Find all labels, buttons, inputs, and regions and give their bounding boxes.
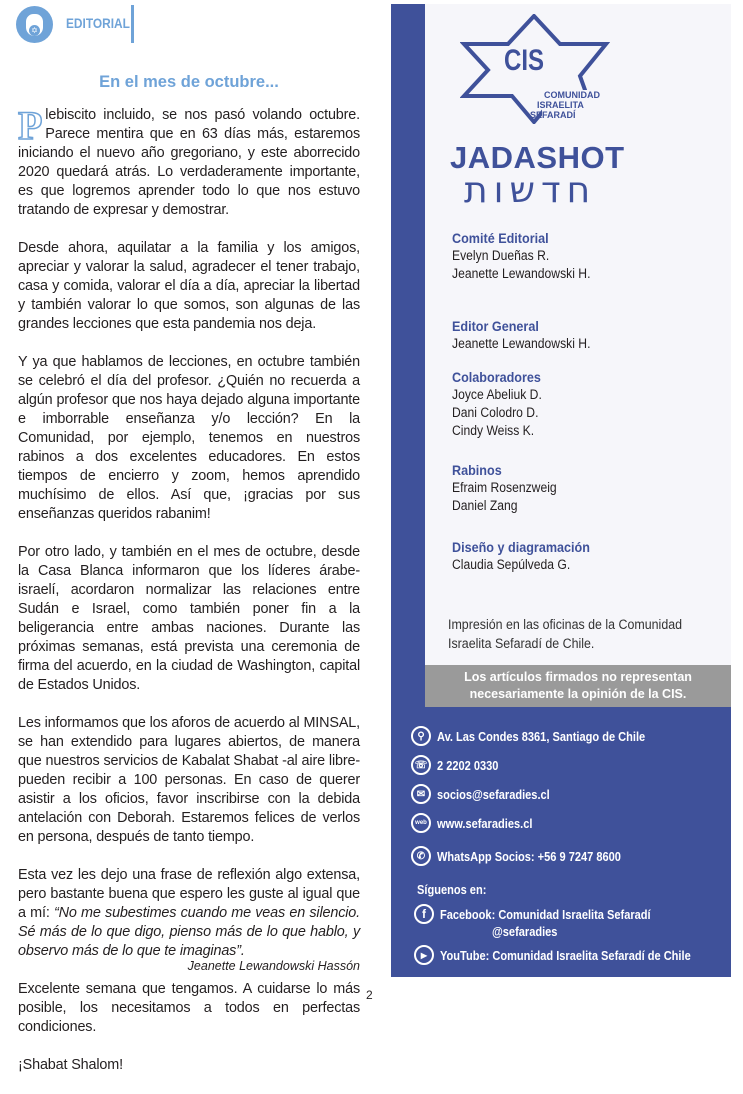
- credit-name: Daniel Zang: [452, 498, 518, 513]
- page-number: 2: [366, 988, 373, 1002]
- youtube-icon: ▶: [414, 945, 434, 965]
- disclaimer-line: necesariamente la opinión de la CIS.: [469, 687, 687, 701]
- credit-name: Joyce Abeliuk D.: [452, 387, 542, 402]
- email-text: socios@sefaradies.cl: [437, 786, 550, 802]
- logo-line: COMUNIDAD: [544, 90, 600, 100]
- web-icon: web: [411, 813, 431, 833]
- address-text: Av. Las Condes 8361, Santiago de Chile: [437, 728, 646, 744]
- paragraph-text: lebiscito incluido, se nos pasó volando octubre. Parece mentira que en 63 días más, estaremos iniciando el nuevo año gregoriano, y este aborrecido 2020 quedará atrás. Lo verdaderamente importante, es que logremos aprender todo lo que nos estuvo tratando de expresar y demostrar.: [18, 107, 360, 218]
- divider: [131, 5, 134, 43]
- phone[interactable]: [411, 755, 509, 775]
- paragraph: Y ya que hablamos de lecciones, en octubre también se celebró el día del profesor. ¿Quién no recuerda a algún profesor que nos haya dejado alguna importante e imborrable enseñanza y/o lección? En la Comunidad, por ejemplo, tenemos en nuestros rabinos a dos excelentes educadores. En estos tiempos de encierro y zoom, hemos aprendido muchísimo de ellos. Así que, ¡gracias por sus enseñanzas queridos rabanim!: [18, 354, 360, 522]
- phone-text: 2 2202 0330: [437, 757, 499, 773]
- printing-line: Impresión en las oficinas de la Comunidad: [448, 617, 683, 632]
- section-heading: Diseño y diagramación: [452, 539, 590, 555]
- paragraph: [18, 866, 360, 961]
- email-link[interactable]: [411, 784, 570, 804]
- masthead-title: JADASHOT: [450, 140, 625, 175]
- article-body: [18, 103, 360, 1094]
- masthead-hebrew: חדשות: [464, 170, 597, 211]
- website-link[interactable]: [411, 813, 549, 833]
- section-label: EDITORIAL: [66, 15, 130, 31]
- facebook-link[interactable]: [414, 904, 688, 924]
- paragraph: ¡Shabat Shalom!: [18, 1057, 123, 1073]
- disclaimer-line: Los artículos firmados no representan: [464, 670, 692, 684]
- credits-section: [452, 368, 552, 440]
- printing-line: Israelita Sefaradí de Chile.: [448, 636, 595, 651]
- facebook-handle-text: @sefaradies: [492, 924, 558, 939]
- facebook-icon: f: [414, 904, 434, 924]
- credit-name: Dani Colodro D.: [452, 405, 539, 420]
- paragraph: Excelente semana que tengamos. A cuidarse lo más posible, los necesitamos a todos en perfectas condiciones.: [18, 981, 360, 1035]
- article-title: En el mes de octubre...: [99, 73, 279, 91]
- section-heading: Colaboradores: [452, 369, 541, 385]
- disclaimer: [425, 665, 731, 707]
- logo-abbr: CIS: [504, 44, 545, 77]
- printing-note: [448, 615, 682, 653]
- youtube-link[interactable]: [414, 945, 735, 965]
- hamsa-icon: ✡: [16, 6, 53, 43]
- credit-name: Jeanette Lewandowski H.: [452, 336, 591, 351]
- paragraph: [18, 103, 360, 220]
- whatsapp-link[interactable]: [411, 846, 653, 866]
- facebook-text: Facebook: Comunidad Israelita Sefaradí: [440, 906, 651, 922]
- credits-section: [452, 317, 606, 353]
- facebook-handle[interactable]: [492, 924, 569, 939]
- credit-name: Efraim Rosenzweig: [452, 480, 557, 495]
- phone-icon: ☏: [411, 755, 431, 775]
- whatsapp-icon: ✆: [411, 846, 431, 866]
- paragraph-text: Esta vez les dejo una frase de reflexión algo extensa, pero bastante buena que espero les guste al igual que a mí:: [18, 867, 360, 921]
- website-text: www.sefaradies.cl: [437, 815, 533, 831]
- email-icon: ✉: [411, 784, 431, 804]
- follow-label: Síguenos en:: [417, 882, 487, 897]
- credit-name: Evelyn Dueñas R.: [452, 248, 550, 263]
- section-heading: Editor General: [452, 318, 539, 334]
- whatsapp-text: WhatsApp Socios: +56 9 7247 8600: [437, 848, 621, 864]
- credits-section: [452, 461, 568, 515]
- credits-section: [452, 229, 606, 283]
- credit-name: Jeanette Lewandowski H.: [452, 266, 591, 281]
- youtube-text: YouTube: Comunidad Israelita Sefaradí de Chile: [440, 947, 691, 963]
- drop-cap: P: [18, 103, 43, 148]
- credit-name: Claudia Sepúlveda G.: [452, 557, 571, 572]
- cis-logo: [460, 14, 610, 129]
- logo-line: ISRAELITA: [537, 100, 584, 110]
- section-heading: Comité Editorial: [452, 230, 549, 246]
- signature: Jeanette Lewandowski Hassón: [187, 959, 360, 973]
- section-heading: Rabinos: [452, 462, 502, 478]
- credits-section: [452, 538, 605, 574]
- address: [411, 726, 682, 746]
- paragraph: Por otro lado, y también en el mes de octubre, desde la Casa Blanca informaron que los líderes árabe-israelí, acordaron normalizar las relaciones entre Sudán e Israel, como también poner fin a la beligerancia entre ambas naciones. Durante las próximas semanas, está prevista una ceremonia de firma del acuerdo, en la ciudad de Washington, capital de Estados Unidos.: [18, 544, 360, 693]
- credit-name: Cindy Weiss K.: [452, 423, 535, 438]
- paragraph: Les informamos que los aforos de acuerdo al MINSAL, se han extendido para lugares abiertos, de manera que nuestros servicios de Kabalat Shabat -al aire libre- pueden recibir a 100 personas. En caso de querer asistir a los oficios, favor inscribirse con la debida antelación con Deborah. Estaremos felices de verlos en persona, después de tanto tiempo.: [18, 715, 360, 845]
- quote: “No me subestimes cuando me veas en silencio. Sé más de lo que digo, pienso más de lo que hablo, y observo más de lo que te imaginas”.: [18, 905, 360, 959]
- location-pin-icon: ⚲: [411, 726, 431, 746]
- logo-line: SEFARADÍ: [530, 110, 576, 120]
- logo-text: [530, 90, 602, 120]
- paragraph: Desde ahora, aquilatar a la familia y los amigos, apreciar y valorar la salud, agradecer el tener trabajo, casa y comida, valorar el día a día, apreciar la libertad y también valorar lo que somos, son algunas de las grandes lecciones que esta pandemia nos deja.: [18, 240, 360, 332]
